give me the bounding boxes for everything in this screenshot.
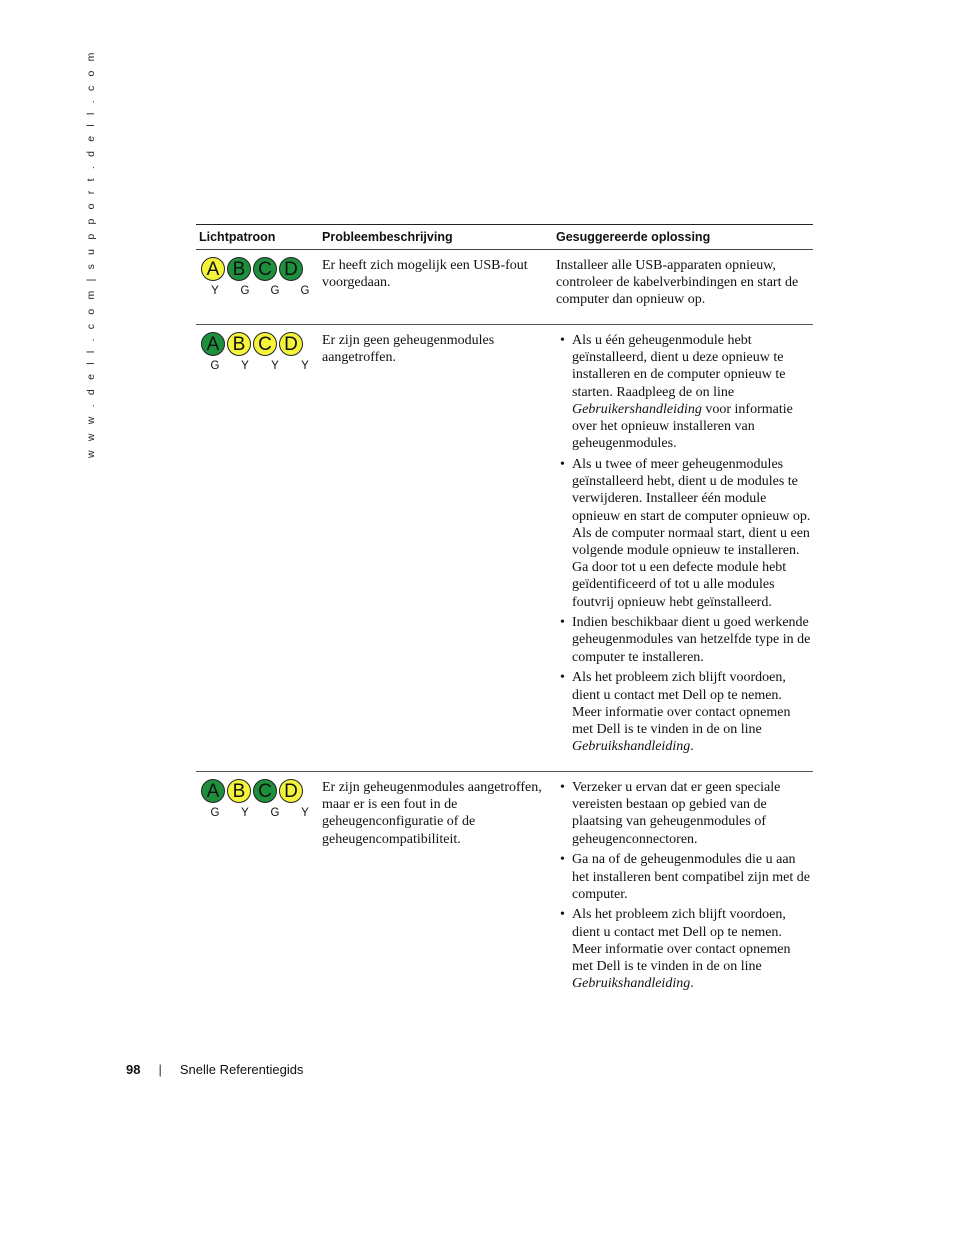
- light-color-codes: [199, 285, 319, 297]
- diagnostic-light-b: B: [227, 779, 251, 803]
- problem-description: Er zijn geen geheugenmodules aangetroffen.: [322, 333, 495, 366]
- solution-text: Als het probleem zich blijft voordoen, dient u contact met Dell op te nemen. Meer informatie over contact opnemen met Dell is te vinden in de on line: [572, 907, 791, 975]
- diagnostic-light-c: C: [253, 779, 277, 803]
- diagnostic-light-c: C: [253, 257, 277, 281]
- solution-item: [556, 906, 813, 992]
- light-code: G: [240, 285, 250, 297]
- light-code: Y: [301, 360, 309, 372]
- solution-item: [556, 779, 813, 848]
- diagnostic-light-a: A: [201, 332, 225, 356]
- solution-text-after: .: [690, 739, 694, 755]
- solution-text: Als u twee of meer geheugenmodules geïnstalleerd hebt, dient u de modules te verwijderen. Installeer één module opnieuw en start de computer opnieuw op. Als de computer normaal start, dient u een volgende module opnieuw te installeren. Ga door tot u een defecte module hebt geïdentificeerd of tot u alle modules foutvrij opnieuw hebt geïnstalleerd.: [572, 456, 811, 610]
- light-code: Y: [211, 285, 219, 297]
- light-code: Y: [241, 807, 249, 819]
- page-number: 98: [126, 1062, 141, 1077]
- solution-text-after: .: [690, 976, 694, 992]
- light-color-codes: [199, 807, 319, 819]
- diagnostic-light-d: D: [279, 779, 303, 803]
- light-code: G: [270, 807, 280, 819]
- solution-text: Ga na of de geheugenmodules die u aan het installeren bent compatibel zijn met de computer.: [572, 852, 810, 902]
- manual-reference: Gebruikershandleiding: [572, 401, 702, 417]
- table-row: [196, 250, 813, 325]
- header-suggested-solution: Gesuggereerde oplossing: [556, 230, 711, 244]
- solution-item: [556, 332, 813, 452]
- diagnostic-light-b: B: [227, 257, 251, 281]
- solution-item: [556, 851, 813, 903]
- light-code: Y: [271, 360, 279, 372]
- problem-description: Er heeft zich mogelijk een USB-fout voorgedaan.: [322, 258, 528, 291]
- header-problem-description: Probleembeschrijving: [322, 230, 453, 244]
- header-light-pattern: Lichtpatroon: [199, 230, 276, 244]
- light-code: G: [210, 807, 220, 819]
- solution-text: Als het probleem zich blijft voordoen, dient u contact met Dell op te nemen. Meer informatie over contact opnemen met Dell is te vinden in de on line: [572, 670, 791, 737]
- solution-list: [556, 332, 813, 755]
- light-pattern-cell: [196, 325, 319, 771]
- diagnostic-light-c: C: [253, 332, 277, 356]
- diagnostic-light-a: A: [201, 779, 225, 803]
- diagnostic-light-a: A: [201, 257, 225, 281]
- diagnostic-light-b: B: [227, 332, 251, 356]
- light-pattern-cell: [196, 772, 319, 992]
- table-row: [196, 772, 813, 992]
- diagnostic-lights-table: [196, 224, 813, 992]
- diagnostic-lights: [199, 332, 319, 356]
- light-code: G: [210, 360, 220, 372]
- footer-separator: |: [158, 1062, 162, 1077]
- diagnostic-lights: [199, 779, 319, 803]
- suggested-solution: [553, 772, 813, 992]
- diagnostic-light-d: D: [279, 257, 303, 281]
- solution-text: Indien beschikbaar dient u goed werkende geheugenmodules van hetzelfde type in de computer te installeren.: [572, 615, 811, 665]
- manual-reference: Gebruikshandleiding: [572, 976, 691, 992]
- document-title: Snelle Referentiegids: [179, 1062, 304, 1077]
- suggested-solution: Installeer alle USB-apparaten opnieuw, controleer de kabelverbindingen en start de computer dan opnieuw op.: [556, 258, 799, 308]
- solution-text-after: voor informatie over het opnieuw installeren van geheugenmodules.: [572, 401, 793, 452]
- page-footer: [126, 1062, 303, 1077]
- diagnostic-light-d: D: [279, 332, 303, 356]
- light-code: Y: [301, 807, 309, 819]
- side-url-text: w w w . d e l l . c o m | s u p p o r t . d e l l . c o m: [85, 49, 97, 458]
- solution-list: [556, 779, 813, 992]
- solution-item: [556, 614, 813, 666]
- light-code: Y: [241, 360, 249, 372]
- solution-item: [556, 669, 813, 755]
- light-code: G: [270, 285, 280, 297]
- light-color-codes: [199, 360, 319, 372]
- solution-text: Verzeker u ervan dat er geen speciale vereisten bestaan op gebied van de plaatsing van geheugenmodules of geheugenconnectoren.: [572, 780, 781, 847]
- suggested-solution: [553, 325, 813, 771]
- table-row: [196, 325, 813, 772]
- solution-text: Als u één geheugenmodule hebt geïnstalleerd, dient u deze opnieuw te installeren en de computer opnieuw te starten. Raadpleeg de on line: [572, 333, 786, 400]
- light-code: G: [300, 285, 310, 297]
- light-pattern-cell: [196, 250, 319, 324]
- manual-reference: Gebruikshandleiding: [572, 739, 691, 755]
- solution-item: [556, 456, 813, 611]
- diagnostic-lights: [199, 257, 319, 281]
- problem-description: Er zijn geheugenmodules aangetroffen, maar er is een fout in de geheugenconfiguratie of de geheugencompatibiliteit.: [322, 780, 542, 847]
- table-header: [196, 225, 813, 250]
